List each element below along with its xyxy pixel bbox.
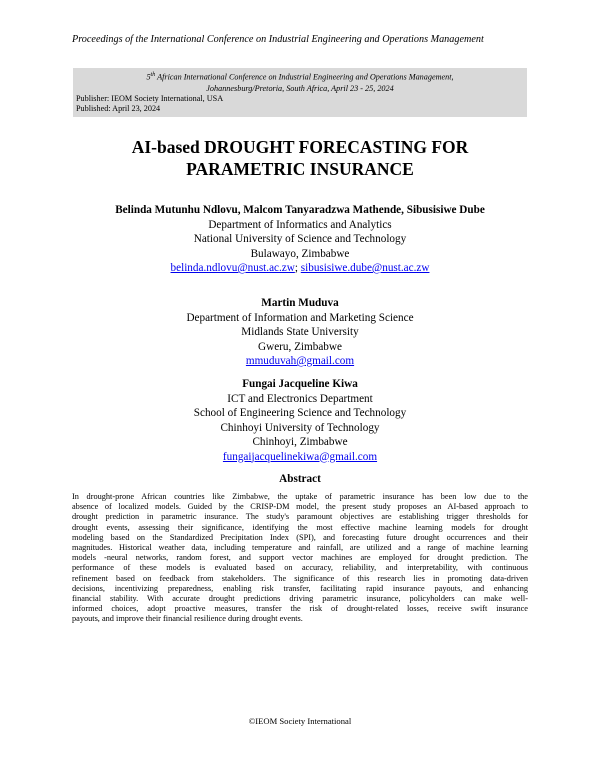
author-department: ICT and Electronics Department xyxy=(227,392,373,405)
abstract-line: decisions, incentivizing preparedness, enabling risk transfer, facilitating rapid insurance payouts, and enhancing xyxy=(72,583,528,593)
email-link[interactable]: belinda.ndlovu@nust.ac.zw xyxy=(170,262,295,274)
author-emails: belinda.ndlovu@nust.ac.zw; sibusisiwe.dube@nust.ac.zw xyxy=(170,262,430,274)
author-block-1 xyxy=(60,203,540,276)
publisher-line: Publisher: IEOM Society International, USA xyxy=(76,93,224,103)
abstract-line: models -neural networks, random forest, and support vector machines are employed for drought prediction. The xyxy=(72,553,528,563)
abstract-line: performance of these models is evaluated based on accuracy, reliability, and interpretability, with continuous xyxy=(72,563,528,573)
running-head: Proceedings of the International Conference on Industrial Engineering and Operations Management xyxy=(72,34,484,45)
author-organization: Chinhoyi University of Technology xyxy=(220,421,380,434)
email-link[interactable]: mmuduvah@gmail.com xyxy=(245,355,355,367)
author-emails xyxy=(60,450,540,465)
title-line-2: PARAMETRIC INSURANCE xyxy=(186,159,414,179)
author-emails xyxy=(60,354,540,369)
conference-line-1: 5th African International Conference on Industrial Engineering and Operations Management, xyxy=(146,72,454,82)
abstract-line: In drought-prone African countries like Zimbabwe, the uptake of parametric insurance has been low due to the xyxy=(72,492,528,501)
author-organization: National University of Science and Technology xyxy=(193,233,407,245)
author-department: Department of Information and Marketing Science xyxy=(186,311,414,324)
author-block-3 xyxy=(60,377,540,464)
author-location: Chinhoyi, Zimbabwe xyxy=(252,436,348,448)
publication-info-box xyxy=(73,68,527,117)
author-names: Martin Muduva xyxy=(261,297,339,309)
author-department: Department of Informatics and Analytics xyxy=(208,218,392,231)
author-block-2 xyxy=(60,296,540,369)
abstract-line: payouts, and improve their financial resilience during drought events. xyxy=(72,614,303,624)
abstract-line: drought events, assessing their significance, identifying the most effective machine learning models for drought xyxy=(72,522,528,532)
abstract-line: absence of localized models. Guided by the CRISP-DM model, the present study proposes an AI-based approach to xyxy=(72,502,528,512)
abstract-line: magnitudes. Historical weather data, including temperature and rainfall, are utilized and a range of machine learning xyxy=(72,543,528,553)
author-location: Bulawayo, Zimbabwe xyxy=(250,247,350,260)
abstract-line: refinement based on feedback from stakeholders. The significance of this research lies in promoting data-driven xyxy=(72,573,528,583)
page-footer: ©IEOM Society International xyxy=(248,716,352,726)
conference-line-2: Johannesburg/Pretoria, South Africa, April 23 - 25, 2024 xyxy=(206,83,394,93)
abstract-line: modeling based on the Standardized Precipitation Index (SPI), and forecasting future drought occurrences and their xyxy=(72,532,528,542)
paper-title xyxy=(60,136,540,180)
author-names: Belinda Mutunhu Ndlovu, Malcom Tanyaradzwa Mathende, Sibusisiwe Dube xyxy=(115,204,485,216)
abstract-line: drought prediction in parametric insurance. The study's paramount objectives are establishing trigger thresholds for xyxy=(72,512,528,522)
author-organization: Midlands State University xyxy=(241,326,359,338)
abstract-line: financial stability. With accurate drought predictions driving parametric insurance, policyholders can make well- xyxy=(72,594,528,604)
abstract-heading: Abstract xyxy=(279,473,321,485)
author-location: Gweru, Zimbabwe xyxy=(258,340,342,353)
email-link[interactable]: fungaijacquelinekiwa@gmail.com xyxy=(222,450,378,463)
email-link[interactable]: sibusisiwe.dube@nust.ac.zw xyxy=(300,262,430,274)
abstract-body xyxy=(72,492,528,625)
author-school: School of Engineering Science and Technology xyxy=(193,407,407,419)
author-names: Fungai Jacqueline Kiwa xyxy=(242,378,358,390)
abstract-line: informed choices, adopt proactive measures, transfer the risk of drought-related losses, receive swift insurance xyxy=(72,604,528,614)
title-line-1: AI-based DROUGHT FORECASTING FOR xyxy=(131,137,469,157)
published-date-line: Published: April 23, 2024 xyxy=(76,103,161,113)
